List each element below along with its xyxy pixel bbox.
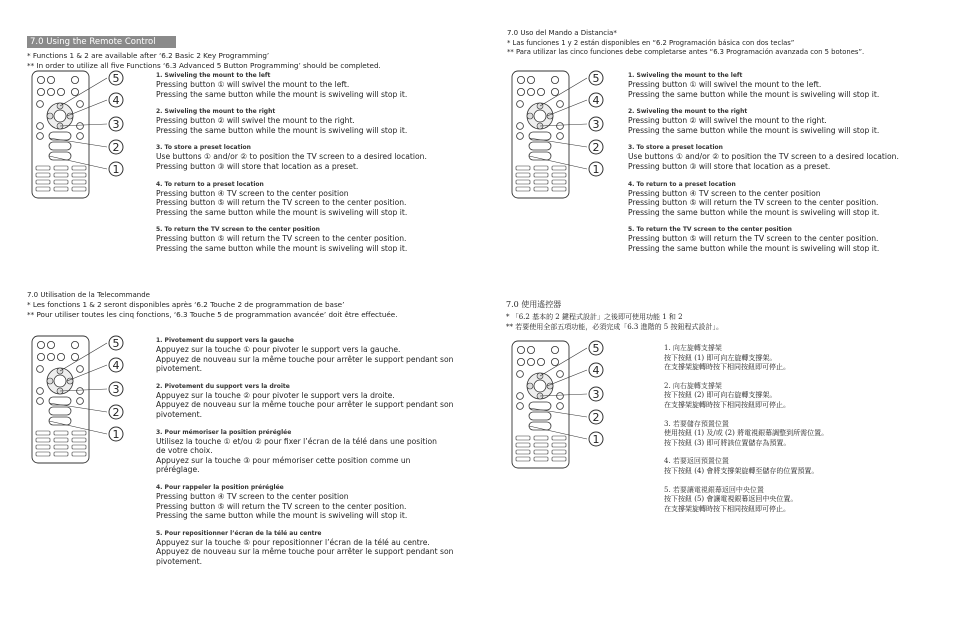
steps-chinese (664, 344, 934, 523)
dpad-center-button (534, 380, 546, 392)
step-title: 1. Swiveling the mount to the left (628, 72, 743, 79)
callout-number: 1 (112, 428, 120, 441)
step-line: préréglage. (156, 465, 200, 475)
remote-button (557, 101, 564, 108)
section-spanish (507, 29, 937, 57)
remote-key (36, 180, 50, 184)
remote-button (551, 88, 558, 95)
instruction-step (664, 382, 934, 411)
step-line: Appuyez sur la touche ⑤ pour repositionner l’écran de la télé au centre. (156, 537, 430, 547)
instruction-step (628, 72, 928, 99)
step-title: 4. To return to a preset location (156, 180, 264, 188)
step-line: Pressing button ① will swivel the mount to the left. (156, 80, 350, 89)
remote-diagram (27, 70, 132, 204)
step-line: Use buttons ① and/or ② to position the TV screen to a desired location. (628, 152, 899, 162)
remote-button (517, 123, 524, 130)
remote-key (54, 452, 68, 456)
remote-button (37, 398, 44, 405)
remote-button (557, 371, 564, 378)
section-heading: 7.0 Utilisation de la Telecommande (27, 291, 150, 299)
remote-key (552, 450, 566, 454)
remote-button (77, 101, 84, 108)
remote-key (516, 436, 530, 440)
step-line: Pressing button ⑤ will return the TV screen to the center position. (628, 198, 879, 208)
section-french (27, 291, 457, 320)
remote-key (36, 166, 50, 170)
step-line: Appuyez sur la touche ① pour pivoter le support vers la gauche. (156, 345, 401, 354)
step-line: Pressing the same button while the mount is swiveling will stop it. (628, 125, 880, 135)
remote-button (517, 88, 524, 95)
callout-number: 3 (112, 383, 120, 396)
instruction-step (156, 72, 446, 99)
step-line: Appuyez sur la touche ② pour pivoter le support vers la droite. (156, 390, 395, 400)
remote-button (37, 88, 44, 95)
remote-key (552, 180, 566, 184)
callout-number: 1 (592, 433, 600, 446)
section-heading: 7.0 Uso del Mando a Distancia* (507, 29, 617, 37)
remote-button (517, 371, 524, 378)
step-line: Appuyez sur la touche ③ pour mémoriser cette position comme un (156, 455, 411, 465)
callout-number: 1 (112, 163, 120, 176)
remote-button (557, 403, 564, 410)
step-line: Pressing the same button while the mount is swiveling will stop it. (628, 207, 880, 217)
remote-button (37, 353, 44, 360)
step-line: 按下按鈕 (3) 即可將該位置儲存為預置。 (664, 438, 791, 447)
remote-button (71, 76, 78, 83)
step-line: 在支撐架旋轉時按下相同按鈕即可停止。 (664, 363, 790, 372)
remote-button (551, 76, 558, 83)
step-line: Pressing button ③ will store that location as a preset. (628, 161, 831, 171)
steps-spanish (628, 72, 928, 263)
instruction-step (156, 429, 456, 475)
remote-pill-button (49, 142, 71, 150)
remote-key (516, 173, 530, 177)
callout-number: 5 (112, 72, 120, 85)
remote-button (71, 353, 78, 360)
step-title: 1. Pivotement du support vers la gauche (156, 337, 294, 344)
remote-key (534, 166, 548, 170)
step-line: Appuyez de nouveau sur la même touche pour arrêter le support pendant son (156, 400, 454, 410)
remote-key (534, 436, 548, 440)
remote-button (37, 76, 44, 83)
remote-button (557, 393, 564, 400)
step-line: Pressing button ⑤ will return the TV screen to the center position. (628, 234, 879, 244)
remote-key (534, 450, 548, 454)
remote-key (72, 166, 86, 170)
step-line: Pressing button ② will swivel the mount to the right. (628, 116, 827, 126)
remote-button (37, 341, 44, 348)
section-chinese (506, 299, 936, 332)
remote-button (517, 403, 524, 410)
step-line: Pressing the same button while the mount is swiveling will stop it. (156, 89, 408, 99)
remote-button (527, 346, 534, 353)
instruction-step (664, 420, 934, 449)
step-line: Pressing button ③ will store that location as a preset. (156, 161, 359, 171)
callout-number: 4 (112, 94, 120, 107)
remote-key (552, 457, 566, 461)
step-line: Pressing the same button while the mount is swiveling will stop it. (156, 125, 408, 135)
step-line: Utilisez la touche ① et/ou ② pour fixer l’écran de la télé dans une position (156, 436, 437, 446)
step-line: Pressing button ⑤ will return the TV screen to the center position. (156, 198, 407, 208)
dpad-arrow-button (47, 113, 53, 119)
section-heading: 7.0 Using the Remote Control (27, 36, 176, 48)
remote-key (72, 452, 86, 456)
instruction-step (628, 181, 928, 218)
instruction-step (156, 144, 446, 171)
remote-pill-button (529, 142, 551, 150)
note-line: ** In order to utilize all five Functions ‘6.3 Advanced 5 Button Programming’ should be completed. (27, 61, 381, 70)
remote-button (527, 358, 534, 365)
instruction-step (156, 337, 456, 374)
remote-button (37, 133, 44, 140)
remote-key (534, 180, 548, 184)
remote-key (72, 173, 86, 177)
remote-key (534, 173, 548, 177)
section-heading: 7.0 使用遙控器 (506, 300, 562, 309)
callout-number: 5 (592, 72, 600, 85)
remote-key (54, 173, 68, 177)
step-line: 按下按鈕 (2) 即可向右旋轉支撐架。 (664, 391, 777, 400)
instruction-step (156, 484, 456, 521)
instruction-step (156, 530, 456, 567)
remote-key (54, 438, 68, 442)
instruction-step (664, 344, 934, 373)
step-line: 按下按鈕 (1) 即可向左旋轉支撐架。 (664, 353, 777, 362)
remote-key (552, 436, 566, 440)
step-title: 5. Pour repositionner l’écran de la télé au centre (156, 529, 322, 537)
callout-number: 1 (592, 163, 600, 176)
remote-key (516, 180, 530, 184)
step-line: 按下按鈕 (4) 會將支撐架旋轉至儲存的位置預置。 (664, 466, 819, 475)
remote-pill-button (49, 417, 71, 425)
remote-button (537, 358, 544, 365)
remote-key (36, 173, 50, 177)
remote-button (517, 346, 524, 353)
note-line: ** Para utilizar las cinco funciones debe completarse antes “6.3 Programación avanzada con 5 botones”. (507, 48, 865, 56)
callout-number: 3 (592, 118, 600, 131)
remote-key (54, 445, 68, 449)
step-line: pivotement. (156, 364, 202, 374)
remote-button (527, 88, 534, 95)
remote-key (72, 438, 86, 442)
remote-button (37, 123, 44, 130)
callout-number: 3 (112, 118, 120, 131)
remote-key (534, 457, 548, 461)
step-title: 2. Pivotement du support vers la droite (156, 382, 290, 390)
remote-button (77, 123, 84, 130)
remote-button (517, 358, 524, 365)
remote-button (551, 346, 558, 353)
callout-number: 3 (592, 388, 600, 401)
step-line: Pressing the same button while the mount is swiveling will stop it. (156, 243, 408, 253)
remote-key (54, 187, 68, 191)
dpad-arrow-button (527, 383, 533, 389)
instruction-step (156, 226, 446, 253)
step-line: Pressing the same button while the mount is swiveling will stop it. (628, 89, 880, 99)
remote-key (534, 443, 548, 447)
remote-key (36, 431, 50, 435)
remote-key (72, 180, 86, 184)
remote-button (47, 76, 54, 83)
step-title: 3. 若要儲存預置位置 (664, 419, 729, 428)
note-line: * 「6.2 基本的 2 鍵程式設計」之後即可使用功能 1 和 2 (506, 313, 683, 321)
instruction-step (664, 486, 934, 515)
step-title: 4. 若要返回預置位置 (664, 457, 729, 466)
instruction-step (156, 108, 446, 135)
remote-button (77, 388, 84, 395)
remote-button (517, 76, 524, 83)
step-title: 1. Swiveling the mount to the left (156, 72, 271, 79)
callout-number: 4 (592, 94, 600, 107)
callout-number: 2 (592, 411, 600, 424)
step-line: Pressing the same button while the mount is swiveling will stop it. (628, 243, 880, 253)
remote-key (516, 450, 530, 454)
step-line: Appuyez de nouveau sur la même touche pour arrêter le support pendant son (156, 547, 454, 557)
step-title: 3. To store a preset location (156, 144, 251, 152)
remote-button (517, 393, 524, 400)
step-line: 在支撐架旋轉時按下相同按鈕即可停止。 (664, 400, 790, 409)
step-line: Pressing the same button while the mount is swiveling will stop it. (156, 207, 408, 217)
remote-key (72, 431, 86, 435)
step-title: 4. To return to a preset location (628, 180, 736, 188)
step-line: Pressing button ① will swivel the mount to the left. (628, 80, 822, 89)
callout-number: 5 (112, 337, 120, 350)
step-line: Pressing button ⑤ will return the TV screen to the center position. (156, 501, 407, 511)
instruction-step (628, 226, 928, 253)
step-line: pivotement. (156, 556, 202, 566)
note-line: * Functions 1 & 2 are available after ‘6.2 Basic 2 Key Programming’ (27, 51, 270, 60)
remote-button (37, 388, 44, 395)
remote-key (516, 457, 530, 461)
remote-diagram (507, 70, 612, 204)
section-english (27, 29, 457, 71)
remote-button (527, 76, 534, 83)
step-title: 3. To store a preset location (628, 144, 723, 152)
remote-button (37, 101, 44, 108)
remote-key (54, 166, 68, 170)
callout-number: 2 (112, 406, 120, 419)
remote-button (517, 133, 524, 140)
remote-button (551, 358, 558, 365)
remote-button (77, 398, 84, 405)
instruction-step (628, 108, 928, 135)
remote-key (552, 187, 566, 191)
remote-button (47, 353, 54, 360)
step-title: 4. Pour rappeler la position préréglée (156, 483, 284, 491)
step-title: 2. Swiveling the mount to the right (156, 108, 276, 116)
step-line: Appuyez de nouveau sur la même touche pour arrêter le support pendant son (156, 354, 454, 364)
remote-button (537, 88, 544, 95)
remote-pill-button (529, 412, 551, 420)
step-line: Pressing the same button while the mount is swiveling will stop it. (156, 511, 408, 521)
remote-key (36, 445, 50, 449)
dpad-arrow-button (527, 113, 533, 119)
step-line: Use buttons ① and/or ② to position the TV screen to a desired location. (156, 152, 427, 162)
step-line: 按下按鈕 (5) 會讓電視銀幕返回中央位置。 (664, 495, 798, 504)
note-line: * Les fonctions 1 & 2 seront disponibles après ‘6.2 Touche 2 de programmation de base’ (27, 300, 345, 309)
remote-key (516, 166, 530, 170)
dpad-center-button (534, 110, 546, 122)
remote-key (36, 187, 50, 191)
remote-pill-button (529, 152, 551, 160)
step-line: 在支撐架旋轉時按下相同按鈕即可停止。 (664, 504, 790, 513)
step-title: 1. 向左旋轉支撐架 (664, 344, 722, 352)
remote-diagram (27, 335, 132, 469)
remote-pill-button (49, 152, 71, 160)
callout-number: 5 (592, 342, 600, 355)
remote-key (516, 187, 530, 191)
step-title: 2. Swiveling the mount to the right (628, 108, 748, 116)
remote-button (47, 88, 54, 95)
remote-button (71, 88, 78, 95)
step-line: de votre choix. (156, 446, 213, 456)
step-title: 2. 向右旋轉支撐架 (664, 381, 722, 390)
remote-button (517, 101, 524, 108)
remote-button (557, 123, 564, 130)
callout-number: 4 (592, 364, 600, 377)
step-line: Pressing button ④ TV screen to the center position (156, 188, 349, 198)
remote-key (552, 443, 566, 447)
callout-number: 2 (592, 141, 600, 154)
remote-diagram (507, 340, 612, 474)
remote-key (36, 452, 50, 456)
remote-button (47, 341, 54, 348)
remote-button (77, 366, 84, 373)
step-title: 5. To return the TV screen to the center position (156, 226, 320, 234)
remote-key (552, 173, 566, 177)
remote-button (57, 88, 64, 95)
callout-number: 4 (112, 359, 120, 372)
remote-pill-button (529, 422, 551, 430)
note-line: * Las funciones 1 y 2 están disponibles en “6.2 Programación básica con dos teclas” (507, 39, 795, 47)
remote-key (54, 180, 68, 184)
dpad-center-button (54, 375, 66, 387)
remote-key (54, 431, 68, 435)
remote-button (71, 341, 78, 348)
remote-button (77, 133, 84, 140)
step-title: 3. Pour mémoriser la position préréglée (156, 428, 292, 436)
step-line: pivotement. (156, 409, 202, 419)
remote-key (516, 443, 530, 447)
instruction-step (628, 144, 928, 171)
steps-french (156, 337, 456, 576)
step-title: 5. 若要讓電視銀幕返回中央位置 (664, 485, 764, 494)
remote-button (557, 133, 564, 140)
remote-key (36, 438, 50, 442)
note-line: ** Pour utiliser toutes les cinq fonctions, ‘6.3 Touche 5 de programmation avancée’ doit être effectuée. (27, 310, 398, 319)
callout-number: 2 (112, 141, 120, 154)
step-title: 5. To return the TV screen to the center position (628, 226, 792, 234)
remote-key (534, 187, 548, 191)
remote-button (57, 353, 64, 360)
dpad-center-button (54, 110, 66, 122)
step-line: Pressing button ④ TV screen to the center position (628, 188, 821, 198)
instruction-step (156, 383, 456, 420)
remote-pill-button (49, 407, 71, 415)
steps-english (156, 72, 446, 263)
step-line: Pressing button ④ TV screen to the center position (156, 491, 349, 501)
remote-key (552, 166, 566, 170)
step-line: Pressing button ⑤ will return the TV screen to the center position. (156, 234, 407, 244)
step-line: 使用按鈕 (1) 及/或 (2) 將電視銀幕調整到所需位置。 (664, 429, 829, 438)
instruction-step (156, 181, 446, 218)
note-line: ** 若要使用全部五項功能，必須完成「6.3 進階的 5 按鈕程式設計」。 (506, 323, 723, 331)
remote-key (72, 187, 86, 191)
remote-key (72, 445, 86, 449)
remote-button (37, 366, 44, 373)
instruction-step (664, 457, 934, 476)
dpad-arrow-button (47, 378, 53, 384)
step-line: Pressing button ② will swivel the mount to the right. (156, 116, 355, 126)
